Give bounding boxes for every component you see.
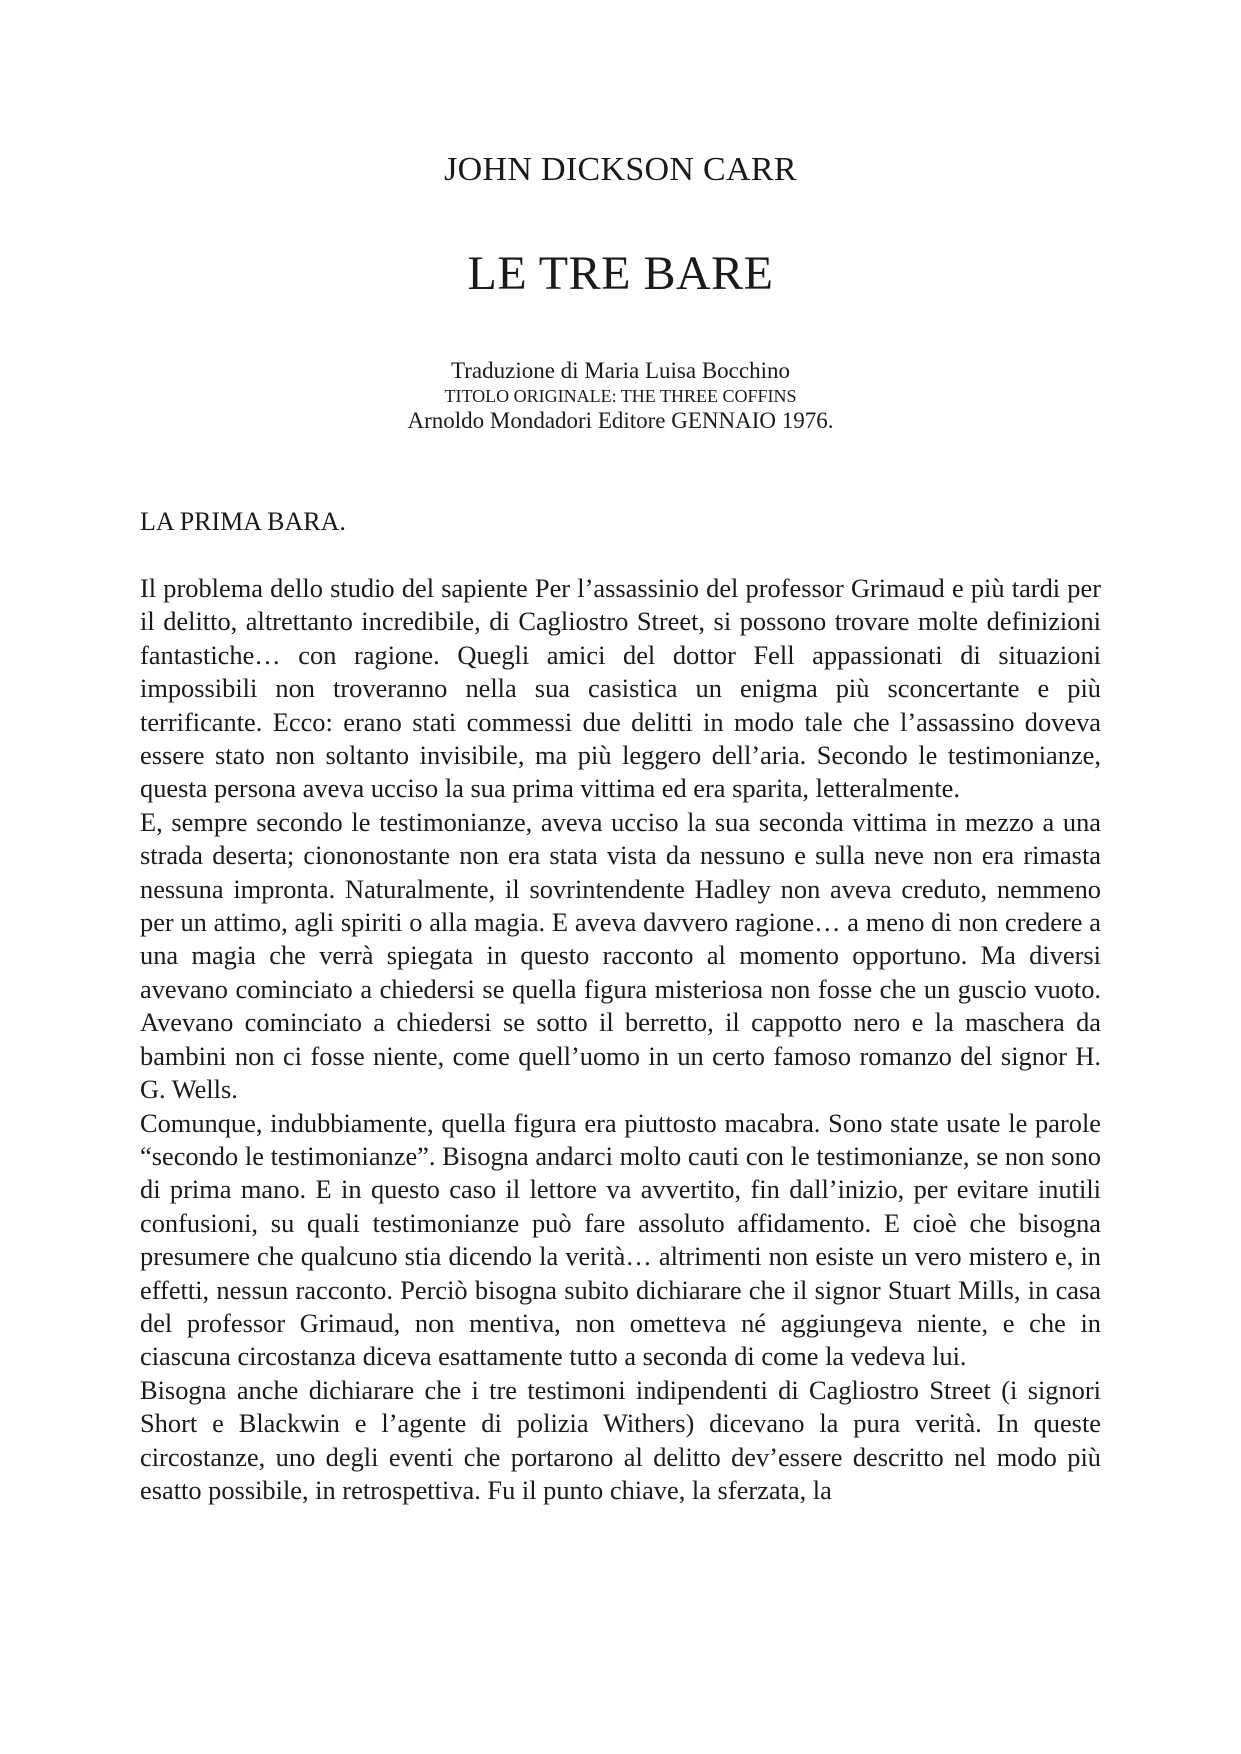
paragraph: Il problema dello studio del sapiente Per l’assassinio del professor Grimaud e più tardi per il delitto, altrettanto incredibile, di Cagliostro Street, si possono trovare molte definizioni fantastiche… con ragione. Quegli amici del dottor Fell appassionati di situazioni impossibili non troveranno nella sua casistica un enigma più sconcertante e più terrificante. Ecco: erano stati commessi due delitti in modo tale che l’assassino doveva essere stato non soltanto invisibile, ma più leggero dell’aria. Secondo le testimonianze, questa persona aveva ucciso la sua prima vittima ed era sparita, letteralmente. bbox=[140, 573, 1101, 804]
book-title: LE TRE BARE bbox=[467, 247, 774, 300]
credits-block bbox=[0, 357, 1241, 435]
paragraph: Comunque, indubbiamente, quella figura era piuttosto macabra. Sono state usate le parole “secondo le testimonianze”. Bisogna andarci molto cauti con le testimonianze, se non sono di prima mano. E in questo caso il lettore va avvertito, fin dall’inizio, per evitare inutili confusioni, su quali testimonianze può fare assoluto affidamento. E cioè che bisogna presumere che qualcuno stia dicendo la verità… altrimenti non esiste un vero mistero e, in effetti, nessun racconto. Perciò bisogna subito dichiarare che il signor Stuart Mills, in casa del professor Grimaud, non mentiva, non ometteva né aggiungeva niente, e che in ciascuna circostanza diceva esattamente tutto a seconda di come la vedeva lui. bbox=[140, 1107, 1101, 1372]
author-name: JOHN DICKSON CARR bbox=[444, 151, 797, 188]
body-text bbox=[140, 572, 1101, 1507]
paragraph: Bisogna anche dichiarare che i tre testimoni indipendenti di Cagliostro Street (i signori Short e Blackwin e l’agente di polizia Withers) dicevano la pura verità. In queste circostanze, uno degli eventi che portarono al delitto dev’essere descritto nel modo più esatto possibile, in retrospettiva. Fu il punto chiave, la sferzata, la bbox=[140, 1374, 1101, 1505]
publisher-line: Arnoldo Mondadori Editore GENNAIO 1976. bbox=[407, 408, 834, 433]
translation-credit: Traduzione di Maria Luisa Bocchino bbox=[451, 358, 790, 383]
paragraph: E, sempre secondo le testimonianze, aveva ucciso la sua seconda vittima in mezzo a una strada deserta; ciononostante non era stata vista da nessuno e sulla neve non era rimasta nessuna impronta. Naturalmente, il sovrintendente Hadley non aveva creduto, nemmeno per un attimo, agli spiriti o alla magia. E aveva davvero ragione… a meno di non credere a una magia che verrà spiegata in questo racconto al momento opportuno. Ma diversi avevano cominciato a chiedersi se quella figura misteriosa non fosse che un guscio vuoto. Avevano cominciato a chiedersi se sotto il berretto, il cappotto nero e la maschera da bambini non ci fosse niente, come quell’uomo in un certo famoso romanzo del signor H. G. Wells. bbox=[140, 806, 1101, 1105]
original-title: TITOLO ORIGINALE: THE THREE COFFINS bbox=[444, 386, 797, 406]
chapter-heading: LA PRIMA BARA. bbox=[140, 507, 346, 536]
